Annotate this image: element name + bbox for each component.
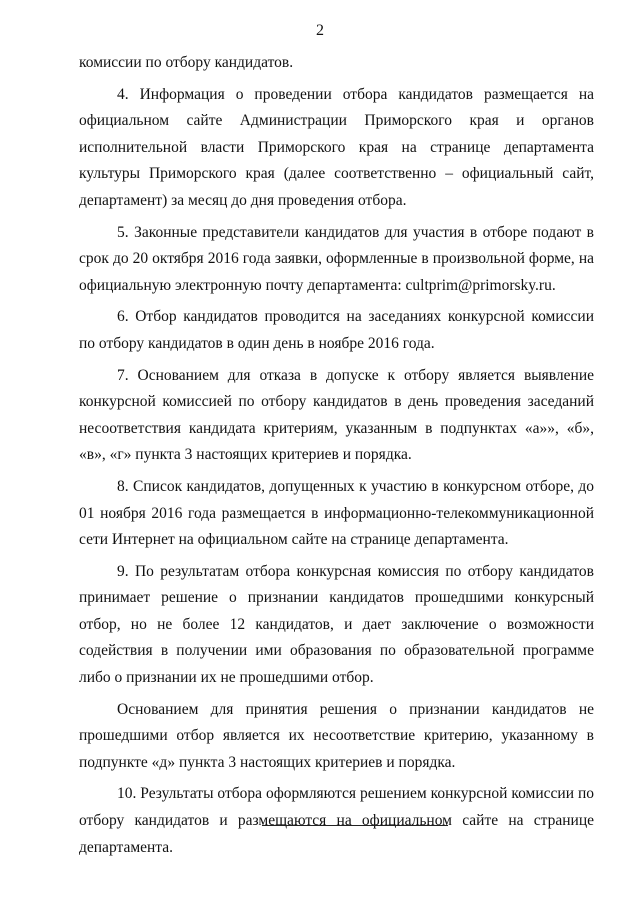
paragraph-item-10: 10. Результаты отбора оформляются решением конкурсной комиссии по отбору кандидатов и размещаются на официальном сайте на странице департамента. [79, 785, 594, 856]
paragraph-item-5: 5. Законные представители кандидатов для участия в отборе подают в срок до 20 октября 2016 года заявки, оформленные в произвольной форме, на официальную электронную почту департамента: cultprim@primorsky.ru. [79, 223, 594, 294]
paragraph-item-9: 9. По результатам отбора конкурсная комиссия по отбору кандидатов принимает решение о признании кандидатов прошедшими конкурсный отбор, но не более 12 кандидатов, и дает заключение о возможности содействия в получении ими образования по образовательной программе либо о признании их не прошедшими отбор. [79, 562, 594, 687]
page-number: 2 [316, 22, 324, 39]
paragraph-continuation: комиссии по отбору кандидатов. [79, 54, 294, 71]
paragraph-item-8: 8. Список кандидатов, допущенных к участию в конкурсном отборе, до 01 ноября 2016 года размещается в информационно-телекоммуникационной сети Интернет на официальном сайте на странице департамента. [79, 477, 594, 549]
paragraph-item-4: 4. Информация о проведении отбора кандидатов размещается на официальном сайте Администрации Приморского края и органов исполнительной власти Приморского края на странице департамента культуры Приморского края (далее соответственно – официальный сайт, департамент) за месяц до дня проведения отбора. [79, 85, 594, 209]
paragraph-item-6: 6. Отбор кандидатов проводится на заседаниях конкурсной комиссии по отбору кандидатов в один день в ноябре 2016 года. [79, 308, 594, 352]
document-body [79, 50, 594, 866]
end-of-document-rule [262, 825, 448, 826]
paragraph-item-9-addendum: Основанием для принятия решения о признании кандидатов не прошедшими отбор является их несоответствие критерию, указанному в подпункте «д» пункта 3 настоящих критериев и порядка. [79, 700, 594, 771]
paragraph-item-7: 7. Основанием для отказа в допуске к отбору является выявление конкурсной комиссией по отбору кандидатов в день проведения заседаний несоответствия кандидата критериям, указанным в подпунктах «а»», «б», «в», «г» пункта 3 настоящих критериев и порядка. [79, 366, 594, 464]
